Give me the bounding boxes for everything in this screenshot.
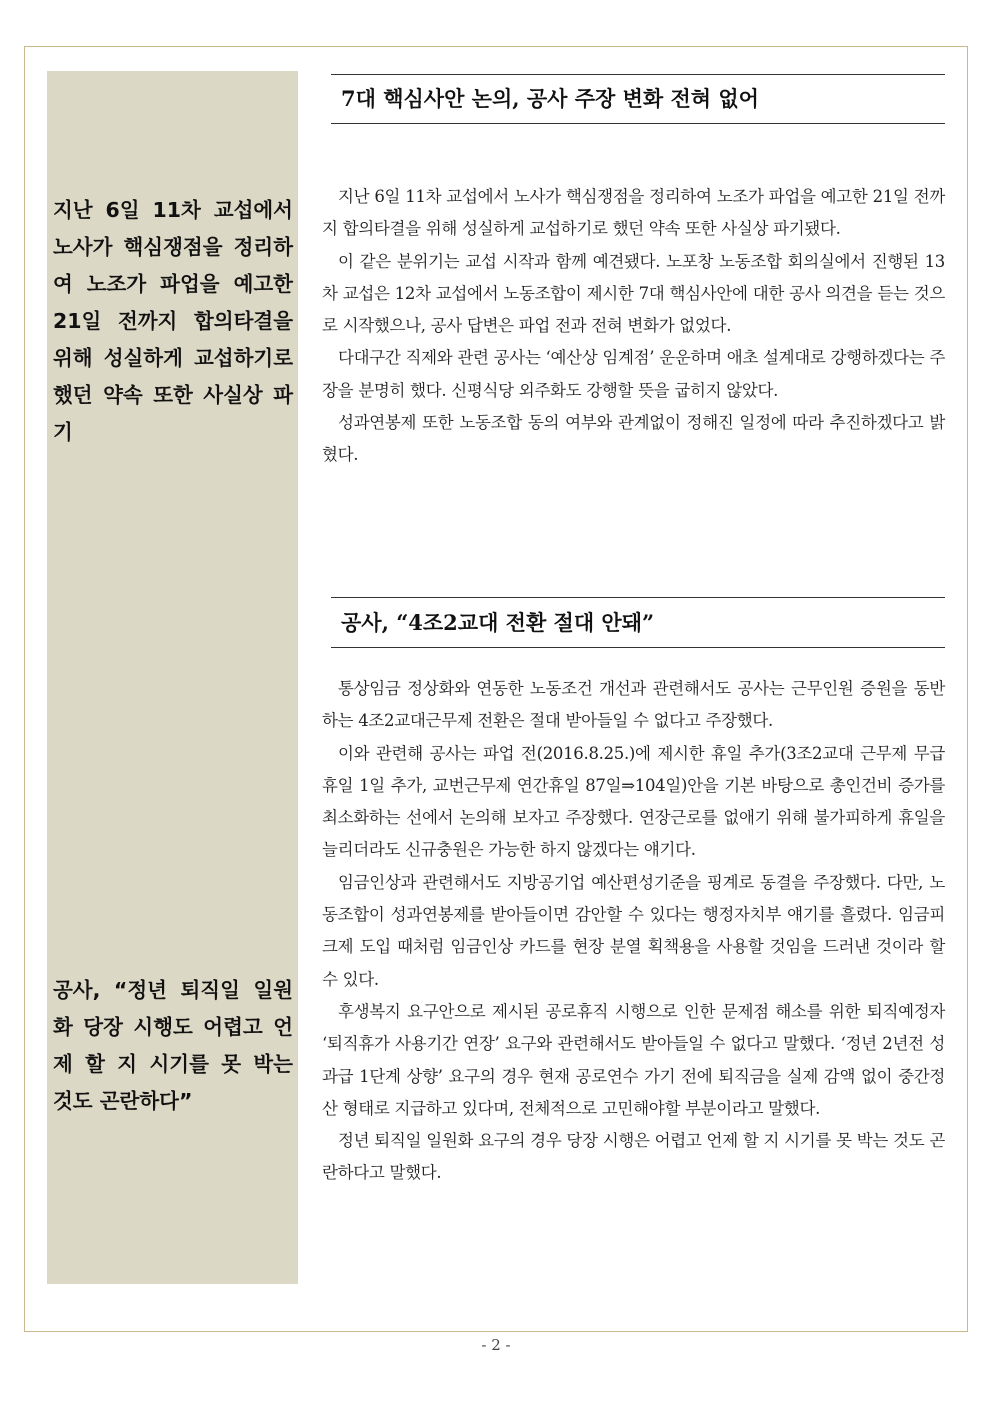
paragraph: 다대구간 직제와 관련 공사는 ‘예산상 임계점’ 운운하며 애초 설계대로 강행하겠다는 주장을 분명히 했다. 신평식당 외주화도 강행할 뜻을 굽히지 않았다. [322,348,945,400]
section-body-2 [322,673,945,1190]
sidebar-pull-quote-1: 지난 6일 11차 교섭에서 노사가 핵심쟁점을 정리하여 노조가 파업을 예고한 21일 전까지 합의타결을 위해 성실하게 교섭하기로 했던 약속 또한 사실상 파기 [53,198,293,444]
section-heading-2: 공사, “4조2교대 전환 절대 안돼” [331,597,945,648]
paragraph: 통상임금 정상화와 연동한 노동조건 개선과 관련해서도 공사는 근무인원 증원을 동반하는 4조2교대근무제 전환은 절대 받아들일 수 없다고 주장했다. [322,679,945,731]
paragraph: 정년 퇴직일 일원화 요구의 경우 당장 시행은 어렵고 언제 할 지 시기를 못 박는 것도 곤란하다고 말했다. [322,1131,945,1183]
page-number: - 2 - [481,1336,511,1354]
paragraph: 지난 6일 11차 교섭에서 노사가 핵심쟁점을 정리하여 노조가 파업을 예고한 21일 전까지 합의타결을 위해 성실하게 교섭하기로 했던 약속 또한 사실상 파기됐다. [322,187,945,239]
paragraph: 이 같은 분위기는 교섭 시작과 함께 예견됐다. 노포창 노동조합 회의실에서 진행된 13차 교섭은 12차 교섭에서 노동조합이 제시한 7대 핵심사안에 대한 공사 의견을 듣는 것으로 시작했으나, 공사 답변은 파업 전과 전혀 변화가 없었다. [322,251,945,336]
paragraph: 후생복지 요구안으로 제시된 공로휴직 시행으로 인한 문제점 해소를 위한 퇴직예정자 ‘퇴직휴가 사용기간 연장’ 요구와 관련해서도 받아들일 수 없다고 말했다. ‘정년 2년전 성과급 1단계 상향’ 요구의 경우 현재 공로연수 가기 전에 퇴직금을 실제 감액 없이 중간정산 형태로 지급하고 있다며, 전체적으로 고민해야할 부분이라고 말했다. [322,1001,945,1118]
section-heading-1: 7대 핵심사안 논의, 공사 주장 변화 전혀 없어 [331,74,945,124]
sidebar-pull-quote-2: 공사, “정년 퇴직일 일원화 당장 시행도 어렵고 언제 할 지 시기를 못 박는 것도 곤란하다” [53,978,293,1113]
paragraph: 임금인상과 관련해서도 지방공기업 예산편성기준을 핑계로 동결을 주장했다. 다만, 노동조합이 성과연봉제를 받아들이면 감안할 수 있다는 행정자치부 얘기를 흘렸다. 임금피크제 도입 때처럼 임금인상 카드를 현장 분열 획책용을 사용할 것임을 드러낸 것이라 할 수 있다. [322,872,945,989]
paragraph: 이와 관련해 공사는 파업 전(2016.8.25.)에 제시한 휴일 추가(3조2교대 근무제 무급휴일 1일 추가, 교번근무제 연간휴일 87일⇒104일)안을 기본 바탕으로 총인건비 증가를 최소화하는 선에서 논의해 보자고 주장했다. 연장근로를 없애기 위해 불가피하게 휴일을 늘리더라도 신규충원은 가능한 하지 않겠다는 얘기다. [322,743,945,860]
paragraph: 성과연봉제 또한 노동조합 동의 여부와 관계없이 정해진 일정에 따라 추진하겠다고 밝혔다. [322,413,945,465]
section-body-1 [322,181,945,472]
